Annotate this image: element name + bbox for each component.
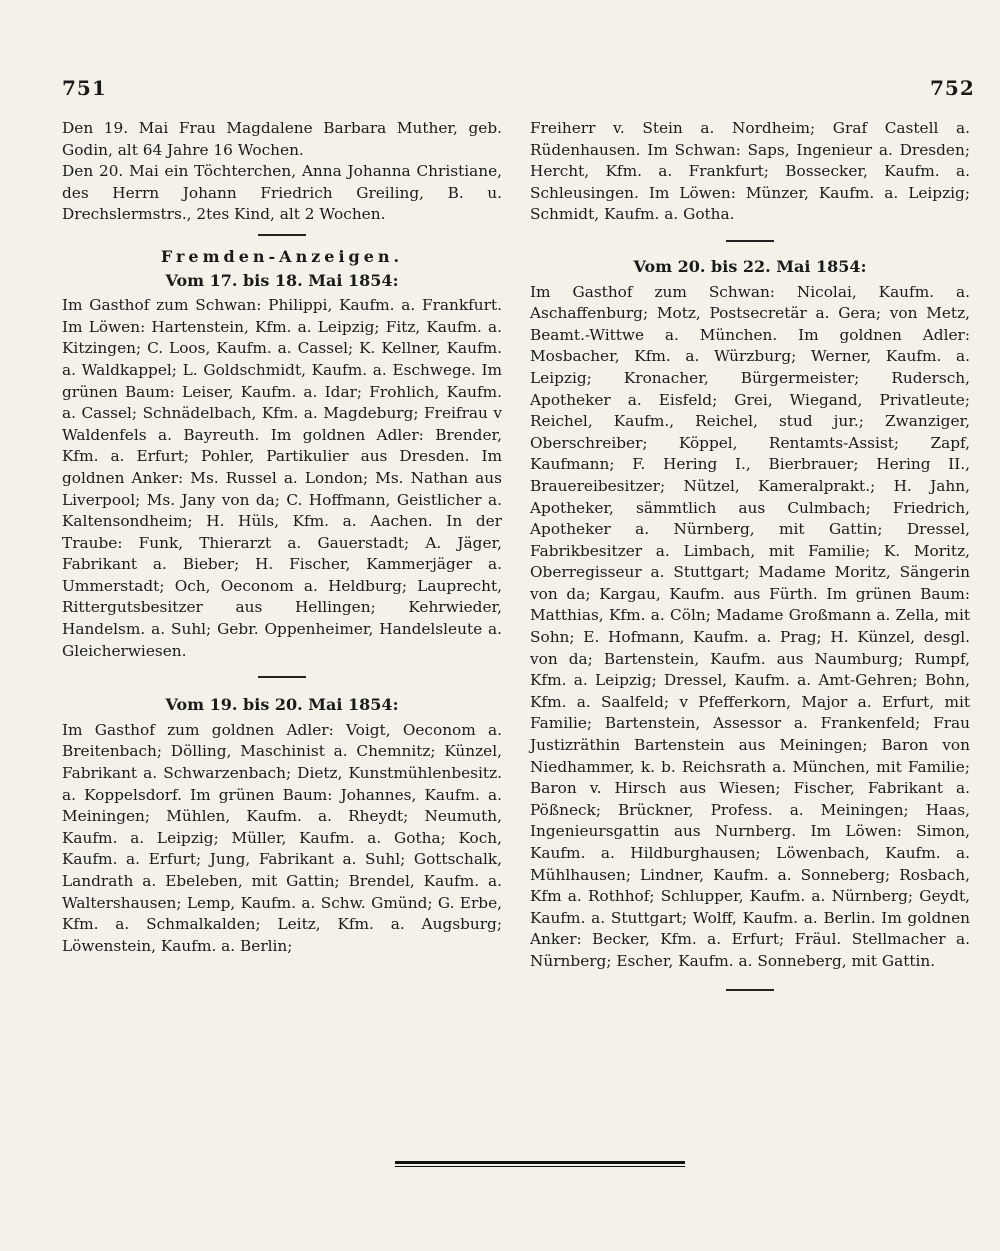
guest-list-3: Im Gasthof zum Schwan: Nicolai, Kaufm. a. Aschaffenburg; Motz, Postsecretär a. Gera; von Metz, Beamt.-Wittwe a. München. Im goldnen Adler: Mosbacher, Kfm. a. Würzburg; Werner, Kaufm. a. Leipzig; Kronacher, Bürgermeister; Rudersch, Apotheker a. Eisfeld; Grei, Wiegand, Privatleute; Reichel, Kaufm., Reichel, stud jur.; Zwanziger, Oberschreiber; Köppel, Rentamts-Assist; Zapf, Kaufmann; F. Hering I., Bierbrauer; Hering II., Brauereibesitzer; Nützel, Kameralprakt.; H. Jahn, Apotheker, sämmtlich aus Culmbach; Friedrich, Apotheker a. Nürnberg, mit Gattin; Dressel, Fabrikbesitzer a. Limbach, mit Familie; K. Moritz, Oberregisseur a. Stuttgart; Madame Moritz, Sängerin von da; Kargau, Kaufm. aus Fürth. Im grünen Baum: Matthias, Kfm. a. Cöln; Madame Großmann a. Zella, mit Sohn; E. Hofmann, Kaufm. a. Prag; H. Künzel, desgl. von da; Bartenstein, Kaufm. aus Naumburg; Rumpf, Kfm. a. Leipzig; Dressel, Kaufm. a. Amt-Gehren; Bohn, Kfm. a. Saalfeld; v Pfefferkorn, Major a. Erfurt, mit Familie; Bartenstein, Assessor a. Frankenfeld; Frau Justizräthin Bartenstein aus Meiningen; Baron von Niedhammer, k. b. Reichsrath a. München, mit Familie; Baron v. Hirsch aus Wiesen; Fischer, Fabrikant a. Pößneck; Brückner, Profess. a. Meiningen; Haas, Ingenieursgattin aus Nurnberg. Im Löwen: Simon, Kaufm. a. Hildburghausen; Löwenbach, Kaufm. a. Mühlhausen; Lindner, Kaufm. a. Sonneberg; Rosbach, Kfm a. Rothhof; Schlupper, Kaufm. a. Nürnberg; Geydt, Kaufm. a. Stuttgart; Wolff, Kaufm. a. Berlin. Im goldnen Anker: Becker, Kfm. a. Erfurt; Fräul. Stellmacher a. Nürnberg; Escher, Kaufm. a. Sonneberg, mit Gattin.: [530, 282, 970, 970]
guest-list-2-continued: Freiherr v. Stein a. Nordheim; Graf Castell a. Rüdenhausen. Im Schwan: Saps, Ingenieur a. Dresden; Hercht, Kfm. a. Frankfurt; Bossecker, Kaufm. a. Schleusingen. Im Löwen: Münzer, Kaufm. a. Leipzig; Schmidt, Kaufm. a. Gotha.: [530, 119, 970, 224]
death-notice-1: Den 19. Mai Frau Magdalene Barbara Muther, geb. Godin, alt 64 Jahre 16 Wochen.: [62, 119, 502, 159]
section-heading: Fremden-Anzeigen.: [160, 246, 404, 266]
date-heading-3: Vom 20. bis 22. Mai 1854:: [633, 256, 867, 276]
date-heading-1: Vom 17. bis 18. Mai 1854:: [165, 270, 399, 290]
page-number-right: 752: [930, 76, 975, 100]
birth-notice: Den 20. Mai ein Töchterchen, Anna Johanna Christiane, des Herrn Johann Friedrich Greiling, B. u. Drechslermstrs., 2tes Kind, alt 2 Wochen.: [62, 162, 502, 224]
guest-list-2: Im Gasthof zum goldnen Adler: Voigt, Oeconom a. Breitenbach; Dölling, Maschinist a. Chemnitz; Künzel, Fabrikant a. Schwarzenbach; Dietz, Kunstmühlenbesitz. a. Koppelsdorf. Im grünen Baum: Johannes, Kaufm. a. Meiningen; Mühlen, Kaufm. a. Rheydt; Neumuth, Kaufm. a. Leipzig; Müller, Kaufm. a. Gotha; Koch, Kaufm. a. Erfurt; Jung, Fabrikant a. Suhl; Gottschalk, Landrath a. Ebeleben, mit Gattin; Brendel, Kaufm. a. Waltershausen; Lemp, Kaufm. a. Schw. Gmünd; G. Erbe, Kfm. a. Schmalkalden; Leitz, Kfm. a. Augsburg; Löwenstein, Kaufm. a. Berlin;: [62, 720, 502, 955]
divider: [726, 989, 774, 991]
page-number-left: 751: [62, 76, 107, 100]
divider: [726, 240, 774, 242]
bottom-rule: [395, 1161, 685, 1164]
left-column: [62, 118, 502, 957]
bottom-rule-thin: [395, 1166, 685, 1167]
right-column: [530, 118, 970, 1001]
divider: [258, 234, 306, 236]
guest-list-1: Im Gasthof zum Schwan: Philippi, Kaufm. a. Frankfurt. Im Löwen: Hartenstein, Kfm. a. Leipzig; Fitz, Kaufm. a. Kitzingen; C. Loos, Kaufm. a. Cassel; K. Kellner, Kaufm. a. Waldkappel; L. Goldschmidt, Kaufm. a. Eschwege. Im grünen Baum: Leiser, Kaufm. a. Idar; Frohlich, Kaufm. a. Cassel; Schnädelbach, Kfm. a. Magdeburg; Freifrau v Waldenfels a. Bayreuth. Im goldnen Adler: Brender, Kfm. a. Erfurt; Pohler, Partikulier aus Dresden. Im goldnen Anker: Ms. Russel a. London; Ms. Nathan aus Liverpool; Ms. Jany von da; C. Hoffmann, Geistlicher a. Kaltensondheim; H. Hüls, Kfm. a. Aachen. In der Traube: Funk, Thierarzt a. Gauerstadt; A. Jäger, Fabrikant a. Bieber; H. Fischer, Kammerjäger a. Ummerstadt; Och, Oeconom a. Heldburg; Lauprecht, Rittergutsbesitzer aus Hellingen; Kehrwieder, Handelsm. a. Suhl; Gebr. Oppenheimer, Handelsleute a. Gleicherwiesen.: [62, 296, 502, 660]
date-heading-2: Vom 19. bis 20. Mai 1854:: [165, 695, 399, 715]
divider: [258, 676, 306, 678]
